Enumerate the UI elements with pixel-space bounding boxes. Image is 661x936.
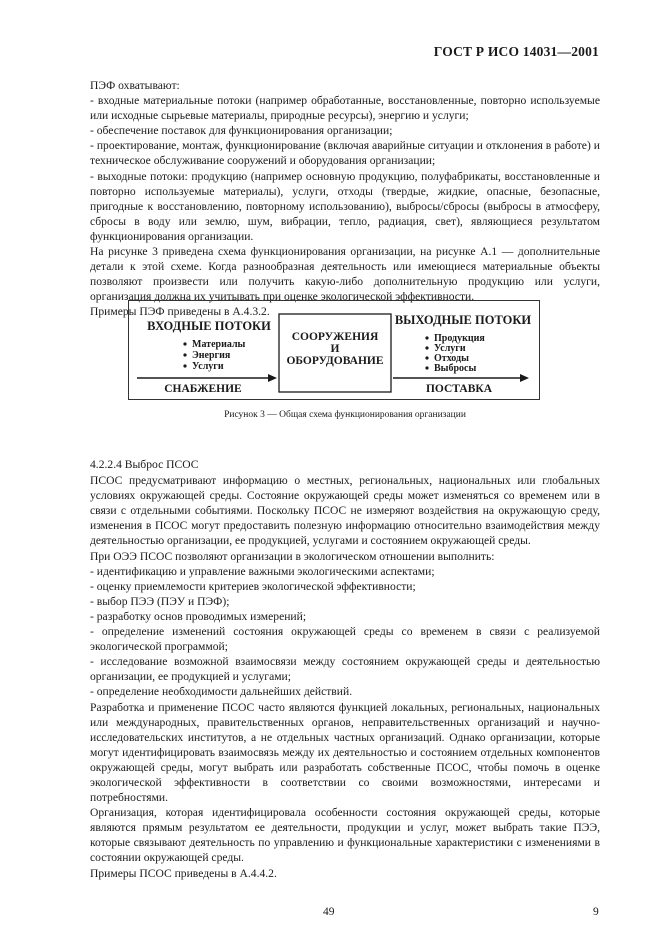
center-line-1: СООРУЖЕНИЯ: [291, 331, 379, 343]
output-item: Услуги: [434, 343, 466, 354]
input-item: Энергия: [192, 350, 231, 361]
section-para-1: ПСОС предусматривают информацию о местных, региональных, национальных или глобальных условиях окружающей среды. Состояние окружающей среды может изменяться со временем или в связи с отдельными событиями. Поскольку ПСОС не измеряют воздействия на окружающую среду, изменения в ПСОС могут предоставить полезную информацию относительно взаимодействия между деятельностью организации, ее продукцией, услугами и состоянием окружающей среды.: [90, 474, 600, 548]
page-number-center: 49: [323, 906, 335, 918]
output-item: Отходы: [434, 353, 469, 364]
section-item-7: - определение необходимости дальнейших действий.: [90, 685, 353, 699]
figure-caption: Рисунок 3 — Общая схема функционирования организации: [224, 410, 466, 420]
section-item-4: - разработку основ проводимых измерений;: [90, 609, 307, 623]
intro-lead: ПЭФ охватывают:: [90, 79, 180, 92]
section-item-6: - исследование возможной взаимосвязи между состоянием окружающей среды и деятельностью организации, ее продукцией и услугами;: [90, 655, 600, 684]
section-block: [90, 457, 600, 881]
section-para-3: Разработка и применение ПСОС часто являются функцией локальных, региональных, национальных или международных, правительственных органов, неправительственных организаций и научно-исследовательских институтов, а не отдельных частных организаций. Однако организации, которые могут идентифицировать взаимосвязь между их деятельностью и состоянием отдельных компонентов окружающей среды, могут выбрать или разработать собственные ПСОС, чтобы помочь в оценке экологической эффективности в соответствии со своими возможностями, интересами и потребностями.: [90, 700, 600, 805]
figure-3-diagram: [128, 300, 540, 400]
output-item: Продукция: [434, 333, 485, 344]
intro-para-examples: Примеры ПЭФ приведены в А.4.3.2.: [90, 305, 270, 319]
intro-item-3: - проектирование, монтаж, функционирование (включая аварийные ситуации и отклонения в работе) и техническое обслуживание сооружений и оборудования организации;: [90, 139, 600, 168]
input-item: Услуги: [192, 361, 224, 372]
section-para-4: Организация, которая идентифицировала особенности состояния окружающей среды, которые являются прямым результатом ее деятельности, продукции и услуг, может выбрать такие ПЭЭ, которые связывают деятельность по управлению и функциональные характеристики с изменениями в состоянии окружающей среды.: [90, 806, 600, 865]
section-item-2: - оценку приемлемости критериев экологической эффективности;: [90, 579, 416, 593]
section-heading: 4.2.2.4 Выброс ПСОС: [90, 458, 199, 471]
intro-item-1: - входные материальные потоки (например обработанные, восстановленные, повторно используемые или исходные сырьевые материалы, природные ресурсы), энергию и услуги;: [90, 94, 600, 123]
center-line-3: ОБОРУДОВАНИЕ: [286, 355, 384, 367]
section-item-1: - идентификацию и управление важными экологическими аспектами;: [90, 564, 435, 578]
delivery-label: ПОСТАВКА: [425, 383, 493, 395]
supply-label: СНАБЖЕНИЕ: [164, 383, 242, 395]
intro-item-2: - обеспечение поставок для функционирования организации;: [90, 124, 393, 138]
section-para-5: Примеры ПСОС приведены в А.4.4.2.: [90, 866, 277, 880]
intro-item-4: - выходные потоки: продукцию (например основную продукцию, полуфабрикаты, восстановленные и повторно используемые материалы), услуги, отходы (твердые, жидкие, опасные, безопасные, пригодные к восстановлению, повторному использованию), выбросы/сбросы (выбросы в атмосферу, сбросы в воду или землю, шум, вибрации, тепло, радиация, свет), являющиеся результатом функционирования организации.: [90, 169, 600, 243]
section-item-3: - выбор ПЭЭ (ПЭУ и ПЭФ);: [90, 594, 230, 608]
intro-para-figure: На рисунке 3 приведена схема функционирования организации, на рисунке А.1 — дополнительные детали к этой схеме. Когда разнообразная деятельность или имеющиеся материальные объекты позволяют произвести или получить какую-либо дополнительную продукцию или услуги, организация должна их учитывать при оценке экологической эффективности.: [90, 245, 600, 304]
inputs-title: ВХОДНЫЕ ПОТОКИ: [147, 319, 271, 333]
output-item: Выбросы: [434, 363, 477, 374]
input-item: Материалы: [192, 339, 246, 350]
section-item-5: - определение изменений состояния окружающей среды со временем в связи с реализуемой экологической программой;: [90, 625, 600, 654]
page-number-right: 9: [593, 906, 599, 918]
intro-block: [90, 78, 600, 320]
center-line-2: И: [330, 343, 340, 355]
document-header: ГОСТ Р ИСО 14031—2001: [433, 44, 599, 59]
outputs-title: ВЫХОДНЫЕ ПОТОКИ: [394, 313, 532, 327]
section-para-2: При ОЭЭ ПСОС позволяют организации в экологическом отношении выполнить:: [90, 549, 495, 563]
